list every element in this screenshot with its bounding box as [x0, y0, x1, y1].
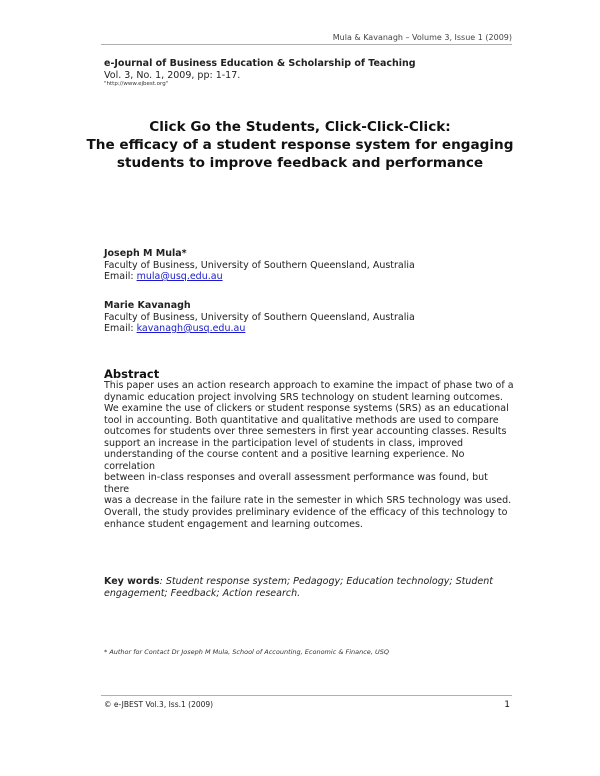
abstract-line: understanding of the course content and a positive learning experience. No correlation — [104, 449, 465, 472]
author-email-link[interactable]: mula@usq.edu.au — [136, 271, 223, 282]
abstract-heading: Abstract — [104, 367, 160, 381]
author-block-1 — [104, 248, 415, 283]
keywords-label: Key words — [104, 576, 160, 587]
abstract-line: This paper uses an action research approach to examine the impact of phase two of a — [104, 380, 514, 391]
abstract-body — [104, 380, 516, 530]
journal-name: e-Journal of Business Education & Scholarship of Teaching — [104, 58, 416, 69]
paper-title — [60, 118, 540, 172]
author-email-link[interactable]: kavanagh@usq.edu.au — [136, 323, 246, 334]
author-email-line — [104, 271, 415, 283]
keywords-text: : Student response system; Pedagogy; Education technology; Student engagement; Feedback; Action research. — [104, 576, 493, 599]
author-name: Joseph M Mula* — [104, 248, 187, 259]
title-line-1: Click Go the Students, Click-Click-Click: — [149, 119, 451, 135]
author-email-line — [104, 323, 415, 335]
author-affiliation: Faculty of Business, University of Southern Queensland, Australia — [104, 259, 415, 271]
footer-copyright: © e-JBEST Vol.3, Iss.1 (2009) — [104, 700, 214, 709]
journal-volume-line: Vol. 3, No. 1, 2009, pp: 1-17. — [104, 70, 241, 81]
title-line-3: students to improve feedback and performance — [116, 155, 484, 171]
keywords — [104, 576, 516, 599]
abstract-line: outcomes for students over three semesters in first year accounting classes. Results — [104, 426, 507, 438]
abstract-line: Overall, the study provides preliminary evidence of the efficacy of this technology to — [104, 507, 508, 519]
journal-url: "http://www.ejbest.org" — [104, 81, 169, 87]
abstract-line: between in-class responses and overall assessment performance was found, but there — [104, 472, 488, 495]
abstract-line: support an increase in the participation level of students in class, improved — [104, 437, 464, 449]
abstract-line: tool in accounting. Both quantitative and qualitative methods are used to compare — [104, 414, 499, 426]
email-label: Email: — [104, 271, 137, 282]
author-footnote: * Author for Contact Dr Joseph M Mula, School of Accounting, Economic & Finance, USQ — [104, 648, 389, 656]
abstract-line: enhance student engagement and learning outcomes. — [104, 518, 363, 530]
author-block-2 — [104, 300, 415, 335]
abstract-line: We examine the use of clickers or student response systems (SRS) as an educational — [104, 403, 509, 415]
header-divider — [101, 44, 512, 45]
page-number: 1 — [504, 700, 510, 710]
running-head: Mula & Kavanagh – Volume 3, Issue 1 (2009) — [332, 33, 512, 42]
author-affiliation: Faculty of Business, University of Southern Queensland, Australia — [104, 311, 415, 323]
footer-divider — [101, 695, 512, 696]
abstract-line: dynamic education project involving SRS technology on student learning outcomes. — [104, 391, 503, 403]
abstract-line: was a decrease in the failure rate in the semester in which SRS technology was used. — [104, 495, 512, 507]
author-name: Marie Kavanagh — [104, 300, 191, 311]
title-line-2: The efficacy of a student response system for engaging — [86, 137, 514, 153]
email-label: Email: — [104, 323, 137, 334]
